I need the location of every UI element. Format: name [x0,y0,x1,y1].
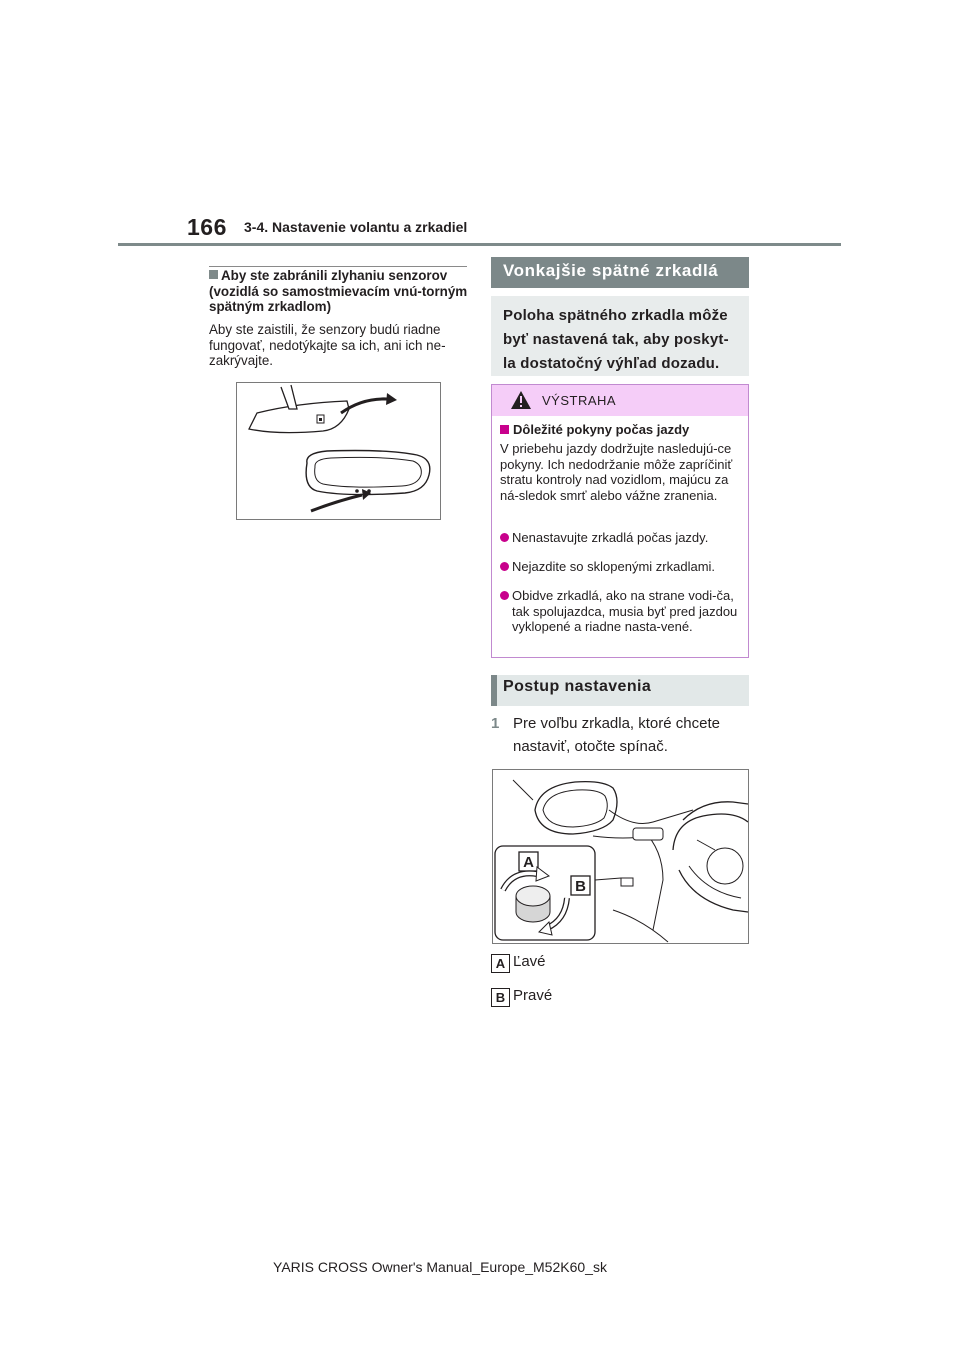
step-text: Pre voľbu zrkadla, ktoré chcete nastaviť, otočte spínač. [513,715,720,755]
sensor-heading-text: Aby ste zabránili zlyhaniu senzorov (vozidlá so samostmievacím vnú-torným spätným zrkadlom) [209,268,468,314]
callout-a: A [523,854,534,871]
label-b [491,987,552,1007]
left-heading-rule [209,266,467,267]
square-bullet-icon [209,270,218,279]
warning-body: V priebehu jazdy dodržujte nasledujú-ce pokyny. Ich nedodržanie môže zapríčiniť stratu kontroly nad vozidlom, majúcu za ná-sledok smrť alebo vážne zranenia. [500,441,733,503]
callout-b: B [575,878,586,895]
section-title: 3-4. Nastavenie volantu a zrkadiel [244,219,468,235]
footer-text: YARIS CROSS Owner's Manual_Europe_M52K60_sk [273,1259,607,1275]
warning-bullet-text: Nenastavujte zrkadlá počas jazdy. [512,530,709,545]
warning-box [491,384,749,658]
sensor-heading [209,268,471,315]
bullet-dot-icon [500,591,509,600]
step-number: 1 [491,715,500,732]
mirror-switch-illustration [492,769,749,944]
warning-title: VÝSTRAHA [542,393,617,408]
step-1 [491,712,749,758]
sensor-body: Aby ste zaistili, že senzory budú riadne fungovať, nedotýkajte sa ich, ani ich ne-zakrývajte. [209,322,446,368]
label-a-key: A [491,954,510,973]
label-a [491,953,546,973]
label-a-text: Ľavé [513,953,546,970]
square-bullet-icon [500,425,509,434]
outside-mirrors-title: Vonkajšie spätné zrkadlá [503,261,719,280]
warning-triangle-icon [510,390,532,410]
warning-bullet-text: Obidve zrkadlá, ako na strane vodi-ča, tak spolujazdca, musia byť pred jazdou vyklopené a riadne nasta-vené. [512,588,738,634]
footer [0,1259,960,1275]
inside-mirror-drawing [237,383,440,519]
bullet-dot-icon [500,562,509,571]
warning-subheading [500,422,689,437]
inside-mirror-illustration [236,382,441,520]
warning-subheading-text: Dôležité pokyny počas jazdy [513,422,690,437]
warning-bullet [500,530,742,546]
label-b-key: B [491,988,510,1007]
intro-box: Poloha spätného zrkadla môže byť nastavená tak, aby poskyt-la dostatočný výhľad dozadu. [491,296,749,376]
warning-bullet-text: Nejazdite so sklopenými zrkadlami. [512,559,716,574]
label-b-text: Pravé [513,987,553,1004]
warning-bullet [500,559,742,575]
mirror-switch-drawing [493,770,748,943]
procedure-banner-bar [491,675,497,706]
page-number: 166 [187,214,227,240]
procedure-title: Postup nastavenia [503,678,652,695]
warning-bullet [500,588,742,635]
header-rule [118,243,841,246]
bullet-dot-icon [500,533,509,542]
